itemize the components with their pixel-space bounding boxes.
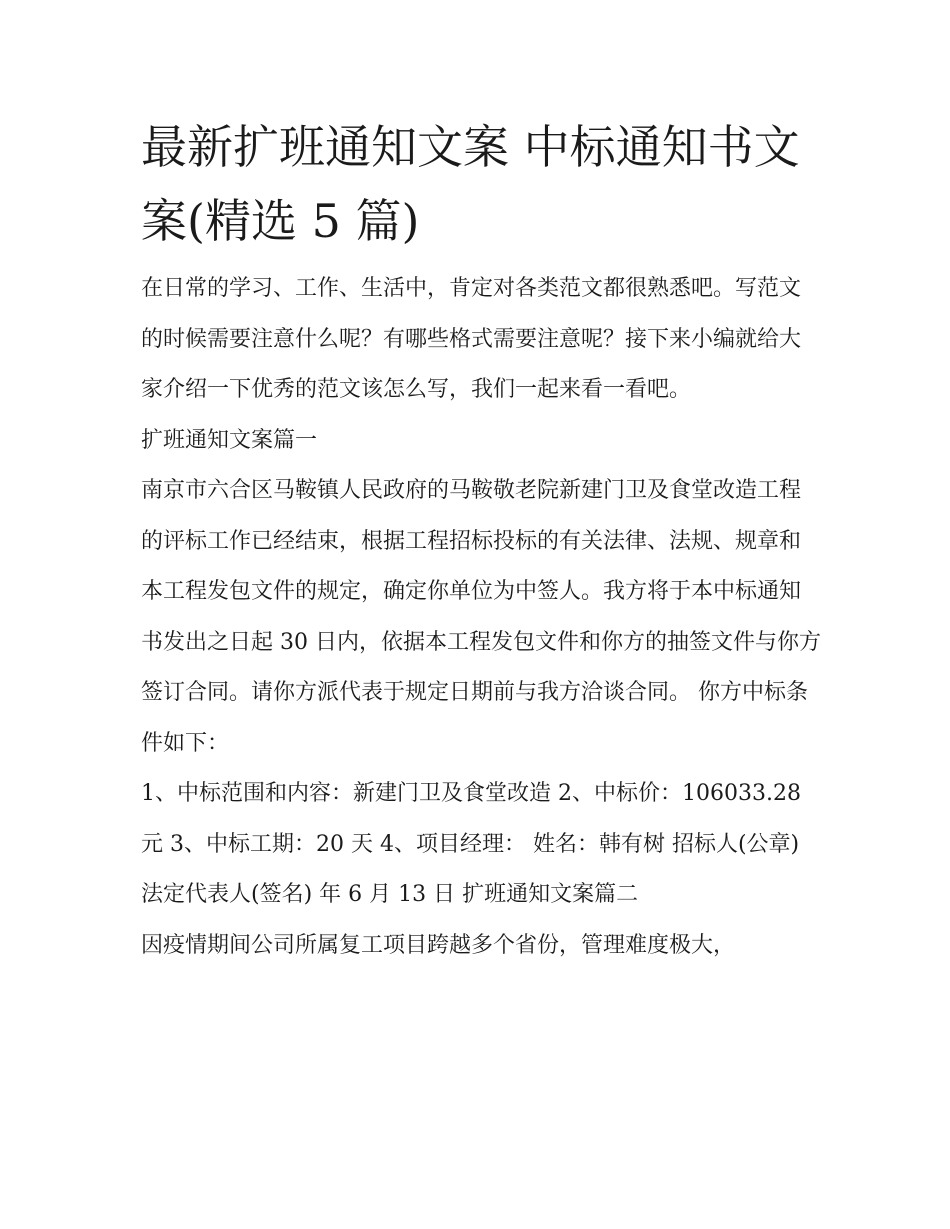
signature-line: 法定代表人(签名) 年 6 月 13 日 扩班通知文案篇二 bbox=[141, 882, 639, 907]
intro-paragraph: 在日常的学习、工作、生活中，肯定对各类范文都很熟悉吧。写范文的时候需要注意什么呢？有哪些格式需要注意呢？接下来小编就给大家介绍一下优秀的范文该怎么写，我们一起来看一看吧。 bbox=[141, 276, 802, 402]
notice-body-paragraph: 南京市六合区马鞍镇人民政府的马鞍敬老院新建门卫及食堂改造工程的评标工作已经结束，根据工程招标投标的有关法律、法规、规章和本工程发包文件的规定，确定你单位为中签人。我方将于本中标通知书发出之日起 30 日内，依据本工程发包文件和你方的抽签文件与你方签订合同。请你方派代表于规定日期前与我方洽谈合同。 你方中标条件如下： bbox=[141, 478, 821, 756]
section-2-paragraph: 因疫情期间公司所属复工项目跨越多个省份，管理难度极大， bbox=[141, 932, 736, 958]
section-heading-1: 扩班通知文案篇一 bbox=[141, 427, 318, 453]
document-title: 最新扩班通知文案 中标通知书文案(精选 5 篇) bbox=[141, 120, 800, 248]
bid-terms-paragraph: 1、中标范围和内容：新建门卫及食堂改造 2、中标价：106033.28 元 3、中标工期：20 天 4、项目经理： 姓名：韩有树 招标人(公章) bbox=[141, 781, 808, 857]
document-page bbox=[141, 110, 821, 971]
